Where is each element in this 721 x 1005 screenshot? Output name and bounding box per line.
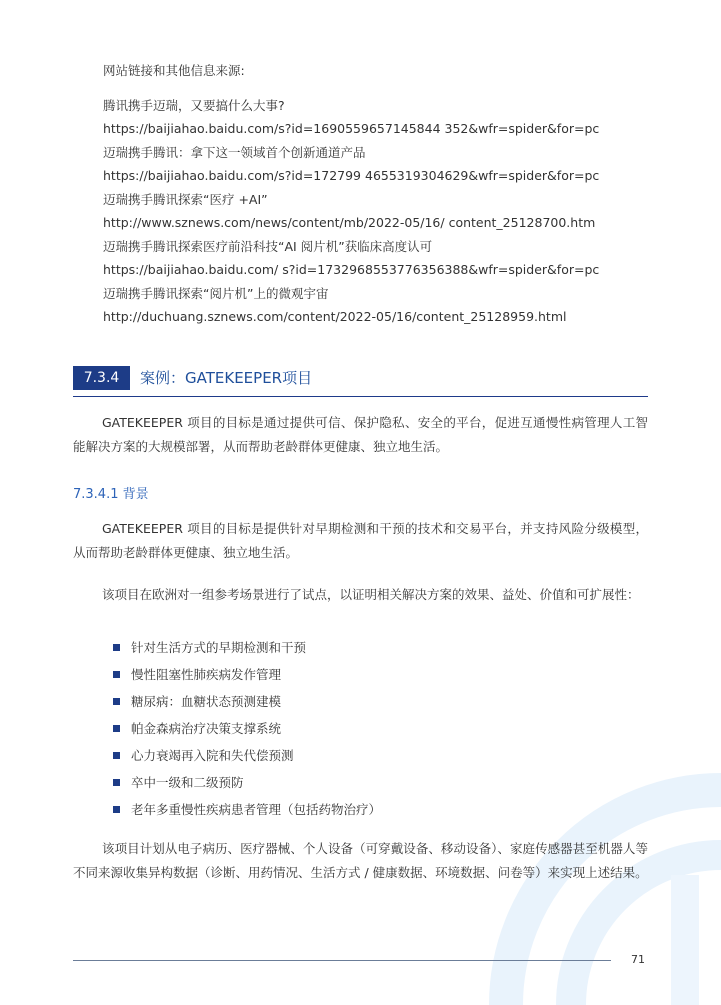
list-item bbox=[113, 634, 381, 661]
source-item bbox=[103, 141, 599, 187]
source-item bbox=[103, 188, 595, 234]
list-item bbox=[113, 661, 381, 688]
list-item bbox=[113, 796, 381, 823]
footer-divider bbox=[73, 960, 611, 961]
page-number: 71 bbox=[631, 953, 645, 966]
list-item-text: 糖尿病：血糖状态预测建模 bbox=[131, 693, 282, 709]
section-heading bbox=[73, 366, 648, 397]
data-sources-paragraph bbox=[73, 837, 648, 885]
bullet-square-icon bbox=[113, 752, 120, 759]
list-item bbox=[113, 715, 381, 742]
bullet-square-icon bbox=[113, 644, 120, 651]
bullet-square-icon bbox=[113, 806, 120, 813]
background-paragraph-1 bbox=[73, 517, 648, 565]
source-url[interactable]: http://www.sznews.com/news/content/mb/2022-05/16/ content_25128700.htm bbox=[103, 215, 596, 230]
list-item bbox=[113, 742, 381, 769]
scenario-list bbox=[113, 634, 381, 823]
source-title: 迈瑞携手腾讯：拿下这一领域首个创新通道产品 bbox=[103, 145, 366, 160]
bullet-square-icon bbox=[113, 779, 120, 786]
sources-heading: 网站链接和其他信息来源: bbox=[103, 63, 245, 78]
section-intro-text: GATEKEEPER 项目的目标是通过提供可信、保护隐私、安全的平台，促进互通慢性病管理人工智能解决方案的大规模部署，从而帮助老龄群体更健康、独立地生活。 bbox=[73, 415, 648, 454]
background-paragraph-2 bbox=[73, 583, 648, 607]
bullet-square-icon bbox=[113, 725, 120, 732]
source-url[interactable]: https://baijiahao.baidu.com/ s?id=1732968553776356388&wfr=spider&for=pc bbox=[103, 262, 600, 277]
list-item-text: 针对生活方式的早期检测和干预 bbox=[131, 639, 307, 655]
source-title: 迈瑞携手腾讯探索医疗前沿科技“AI 阅片机”获临床高度认可 bbox=[103, 239, 433, 254]
list-item bbox=[113, 769, 381, 796]
bullet-square-icon bbox=[113, 671, 120, 678]
list-item bbox=[113, 688, 381, 715]
source-item bbox=[103, 94, 599, 140]
source-title: 迈瑞携手腾讯探索“医疗 +AI” bbox=[103, 192, 268, 207]
list-item-text: 慢性阻塞性肺疾病发作管理 bbox=[131, 666, 282, 682]
background-text-1: GATEKEEPER 项目的目标是提供针对早期检测和干预的技术和交易平台，并支持风险分级模型，从而帮助老龄群体更健康、独立地生活。 bbox=[73, 521, 648, 560]
source-url[interactable]: http://duchuang.sznews.com/content/2022-05/16/content_25128959.html bbox=[103, 309, 567, 324]
background-text-2: 该项目在欧洲对一组参考场景进行了试点，以证明相关解决方案的效果、益处、价值和可扩展性： bbox=[102, 587, 640, 602]
section-title: 案例：GATEKEEPER项目 bbox=[140, 369, 313, 387]
list-item-text: 老年多重慢性疾病患者管理（包括药物治疗） bbox=[131, 801, 382, 817]
list-item-text: 心力衰竭再入院和失代偿预测 bbox=[131, 747, 294, 763]
data-sources-text: 该项目计划从电子病历、医疗器械、个人设备（可穿戴设备、移动设备）、家庭传感器甚至机器人等不同来源收集异构数据（诊断、用药情况、生活方式 / 健康数据、环境数据、问卷等）来实现上述结果。 bbox=[73, 841, 648, 880]
source-title: 腾讯携手迈瑞，又要搞什么大事? bbox=[103, 98, 285, 113]
section-number-badge: 7.3.4 bbox=[73, 366, 130, 390]
list-item-text: 帕金森病治疗决策支撑系统 bbox=[131, 720, 282, 736]
source-url[interactable]: https://baijiahao.baidu.com/s?id=172799 4655319304629&wfr=spider&for=pc bbox=[103, 168, 600, 183]
source-title: 迈瑞携手腾讯探索“阅片机”上的微观宇宙 bbox=[103, 286, 329, 301]
section-intro-paragraph bbox=[73, 411, 648, 459]
source-url[interactable]: https://baijiahao.baidu.com/s?id=1690559657145844 352&wfr=spider&for=pc bbox=[103, 121, 600, 136]
subsection-heading: 7.3.4.1 背景 bbox=[73, 487, 149, 502]
list-item-text: 卒中一级和二级预防 bbox=[131, 774, 244, 790]
source-item bbox=[103, 235, 599, 281]
source-item bbox=[103, 282, 566, 328]
bullet-square-icon bbox=[113, 698, 120, 705]
